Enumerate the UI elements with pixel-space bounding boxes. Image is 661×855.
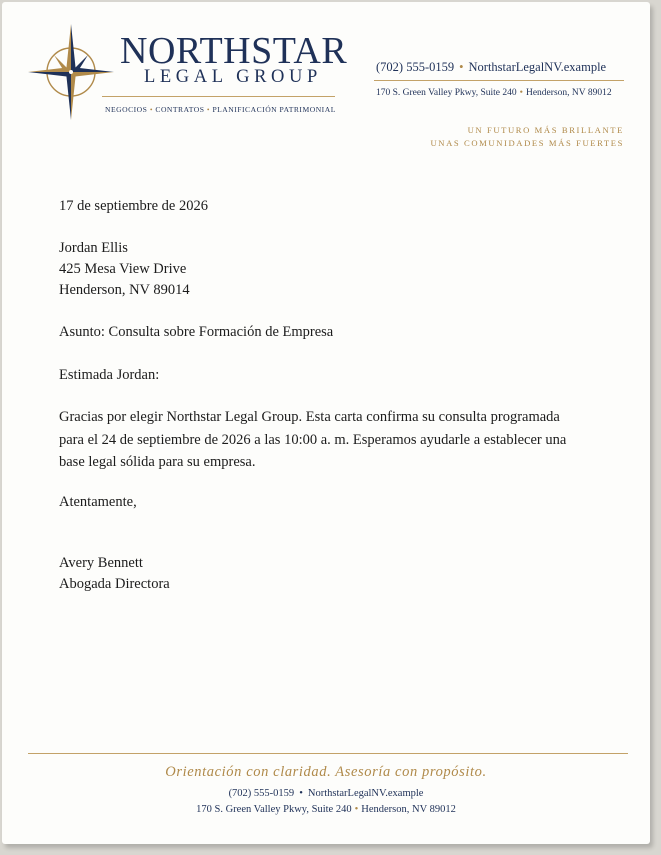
header-city: Henderson, NV 89012	[525, 88, 612, 98]
practice-area: NEGOCIOS	[105, 105, 148, 114]
signer-name: Avery Bennett	[59, 555, 143, 571]
footer-website: NorthstarLegalNV.example	[307, 788, 424, 799]
motto-line: UNAS COMUNIDADES MÁS FUERTES	[430, 138, 624, 148]
recipient-name: Jordan Ellis	[59, 240, 128, 256]
brand-divider	[102, 96, 335, 97]
footer-slogan: Orientación con claridad. Asesoría con propósito.	[165, 764, 487, 780]
recipient-block	[59, 238, 579, 301]
firm-motto	[431, 124, 625, 150]
footer-city: Henderson, NV 89012	[361, 804, 456, 815]
firm-name: NORTHSTAR	[120, 30, 348, 72]
footer-street: 170 S. Green Valley Pkwy, Suite 240	[196, 804, 352, 815]
footer-contact	[2, 788, 650, 799]
signer-title: Abogada Directora	[59, 576, 170, 592]
firm-practice-areas	[105, 105, 336, 114]
header-phone: (702) 555-0159	[376, 60, 455, 74]
paragraph-line: Gracias por elegir Northstar Legal Group. Esta carta confirma su consulta programada	[59, 409, 560, 425]
paragraph-line: para el 24 de septiembre de 2026 a las 10:00 a. m. Esperamos ayudarle a establecer una	[59, 431, 567, 448]
separator-dot: •	[206, 105, 213, 114]
compass-star-icon	[28, 22, 114, 122]
practice-area: CONTRATOS	[155, 105, 205, 114]
firm-subtitle: LEGAL GROUP	[144, 67, 322, 87]
header-website: NorthstarLegalNV.example	[468, 60, 607, 74]
letter-subject: Asunto: Consulta sobre Formación de Empresa	[59, 324, 334, 340]
letter-salutation: Estimada Jordan:	[59, 367, 160, 383]
letter-page	[2, 2, 650, 844]
footer-divider	[28, 753, 628, 754]
header-street: 170 S. Green Valley Pkwy, Suite 240	[376, 88, 517, 98]
contact-divider	[374, 80, 624, 81]
footer-address	[2, 804, 650, 815]
letter-paragraph	[59, 406, 619, 474]
header-contact	[376, 60, 606, 75]
letter-date: 17 de septiembre de 2026	[59, 198, 208, 214]
recipient-street: 425 Mesa View Drive	[59, 261, 187, 277]
footer-phone: (702) 555-0159	[228, 788, 295, 799]
separator-dot: •	[519, 88, 523, 98]
signature-block	[59, 553, 579, 595]
paragraph-line: base legal sólida para su empresa.	[59, 454, 256, 470]
practice-area: PLANIFICACIÓN PATRIMONIAL	[212, 105, 336, 114]
separator-dot: •	[354, 804, 359, 815]
separator-dot: •	[149, 105, 156, 114]
header-address	[376, 88, 612, 98]
letter-closing: Atentamente,	[59, 494, 137, 510]
motto-line: UN FUTURO MÁS BRILLANTE	[467, 125, 624, 135]
separator-dot: •	[299, 788, 303, 799]
recipient-city: Henderson, NV 89014	[59, 282, 190, 298]
separator-dot: •	[459, 60, 464, 74]
